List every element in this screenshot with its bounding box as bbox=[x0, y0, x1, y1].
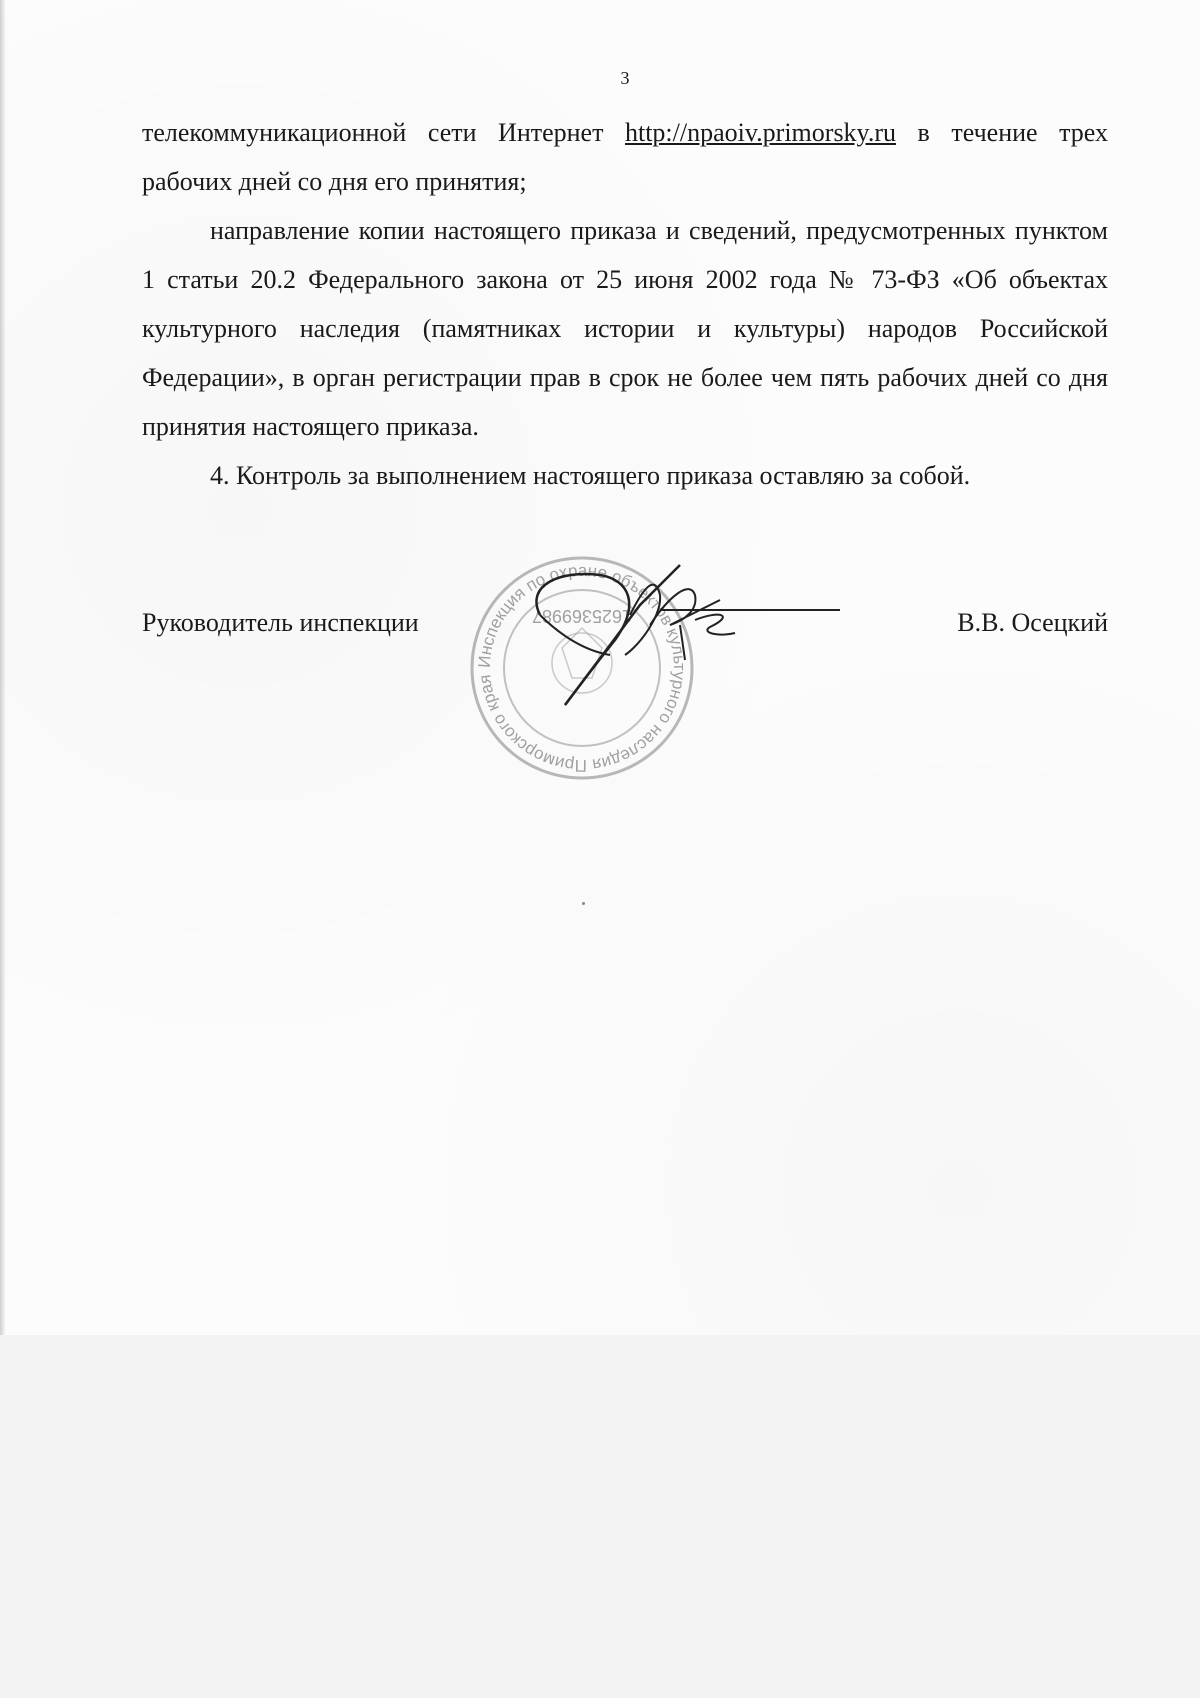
scan-speck bbox=[582, 902, 585, 905]
paragraph-1-text-end: в течение трех рабочих дней со дня его принятия; bbox=[142, 118, 1108, 196]
paragraph-1-text-start: телекоммуникационной сети Интернет bbox=[142, 118, 625, 147]
paragraph-2: направление копии настоящего приказа и сведений, предусмотренных пунктом 1 статьи 20.2 Федерального закона от 25 июня 2002 года № 73-ФЗ «Об объектах культурного наследия (памятниках истории и культуры) народов Российской Федерации», в орган регистрации прав в срок не более чем пять рабочих дней со дня принятия настоящего приказа. bbox=[142, 216, 1108, 441]
signer-position: Руководитель инспекции bbox=[142, 608, 419, 637]
scan-bottom-area bbox=[0, 1335, 1200, 1698]
website-link[interactable]: http://npaoiv.primorsky.ru bbox=[624, 118, 897, 147]
signer-name: В.В. Осецкий bbox=[957, 608, 1108, 637]
signature-row bbox=[142, 608, 1108, 648]
page-number: 3 bbox=[620, 68, 630, 88]
paragraph-1 bbox=[142, 108, 1108, 206]
document-body bbox=[142, 108, 1108, 500]
paragraph-3: 4. Контроль за выполнением настоящего приказа оставляю за собой. bbox=[210, 461, 971, 490]
svg-text:1625369987: 1625369987 bbox=[531, 606, 633, 626]
svg-text:Инспекция по охране объектов к: Инспекция по охране объектов культурного наследия Приморского края bbox=[474, 560, 690, 776]
